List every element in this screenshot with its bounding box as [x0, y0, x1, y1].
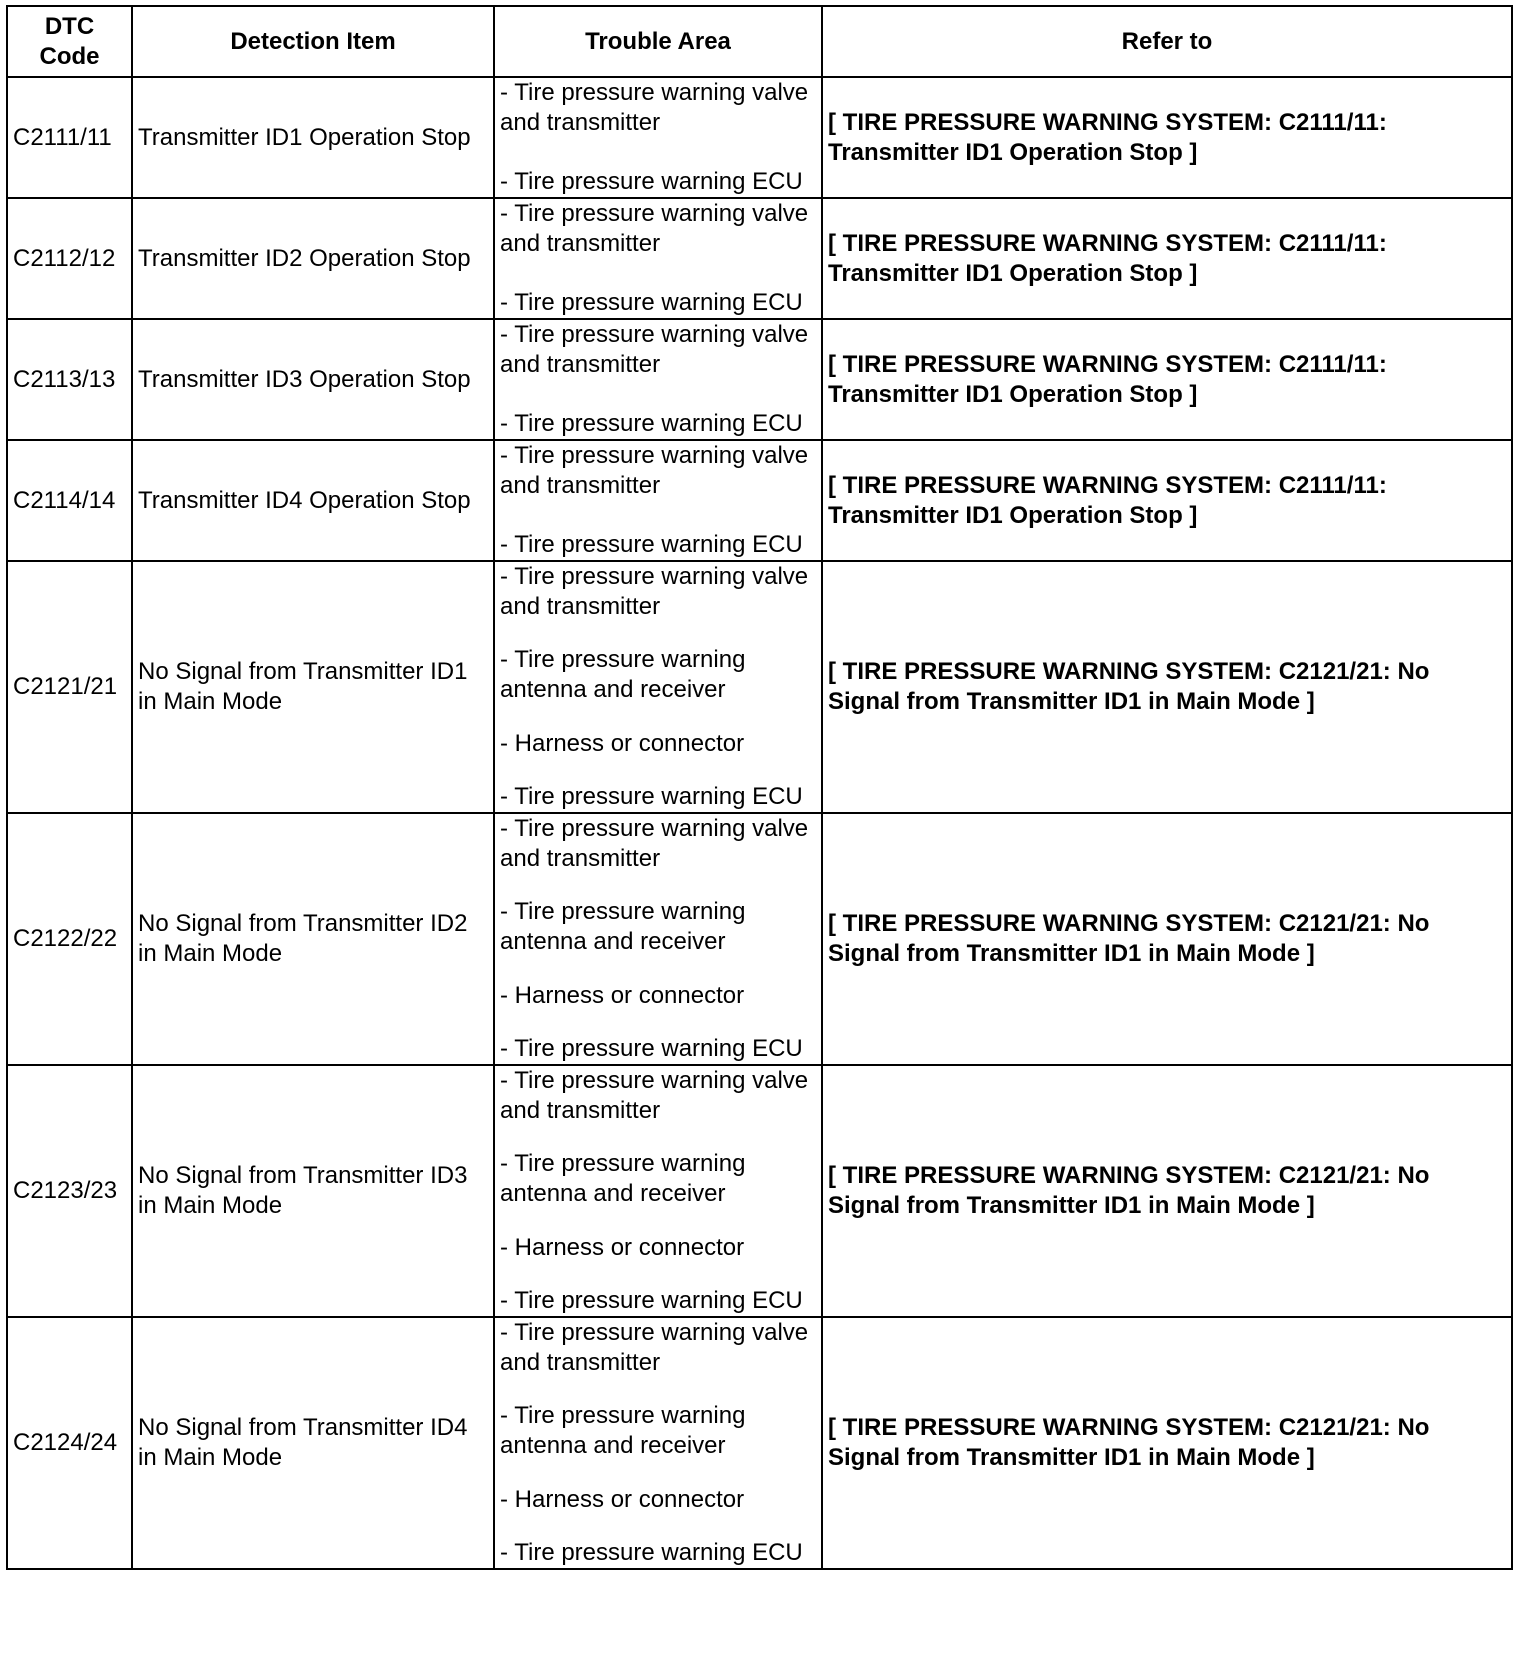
- trouble-area-cell: [494, 1065, 822, 1317]
- header-row: [7, 6, 1512, 77]
- table-row: [7, 561, 1512, 813]
- refer-to-cell: [ TIRE PRESSURE WARNING SYSTEM: C2121/21: No Signal from Transmitter ID1 in Main Mode ]: [822, 561, 1512, 813]
- refer-to-cell: [ TIRE PRESSURE WARNING SYSTEM: C2111/11: Transmitter ID1 Operation Stop ]: [822, 77, 1512, 198]
- trouble-area-entry: - Tire pressure warning valve and transmitter: [500, 563, 809, 620]
- trouble-area-cell: [494, 561, 822, 813]
- trouble-area-cell: [494, 813, 822, 1065]
- trouble-area-list: [500, 1066, 816, 1316]
- trouble-area-entry: - Tire pressure warning valve and transmitter: [500, 1067, 809, 1124]
- trouble-area-cell: [494, 319, 822, 440]
- dtc-code-cell: C2122/22: [7, 813, 132, 1065]
- table-row: [7, 813, 1512, 1065]
- detection-item-cell: Transmitter ID2 Operation Stop: [132, 198, 494, 319]
- header-refer-to: Refer to: [822, 6, 1512, 77]
- dtc-code-cell: C2113/13: [7, 319, 132, 440]
- trouble-area-list: [500, 78, 816, 197]
- trouble-area-list: [500, 199, 816, 318]
- refer-to-cell: [ TIRE PRESSURE WARNING SYSTEM: C2121/21: No Signal from Transmitter ID1 in Main Mode ]: [822, 1317, 1512, 1569]
- table-row: [7, 319, 1512, 440]
- dtc-code-cell: C2123/23: [7, 1065, 132, 1317]
- trouble-area-cell: [494, 1317, 822, 1569]
- trouble-area-entry: - Tire pressure warning valve and transmitter: [500, 200, 809, 257]
- trouble-area-entry: - Tire pressure warning ECU: [500, 782, 803, 810]
- table-row: [7, 440, 1512, 561]
- detection-item-cell: No Signal from Transmitter ID3 in Main Mode: [132, 1065, 494, 1317]
- trouble-area-entry: - Harness or connector: [500, 981, 745, 1009]
- table-row: [7, 1065, 1512, 1317]
- refer-to-cell: [ TIRE PRESSURE WARNING SYSTEM: C2111/11: Transmitter ID1 Operation Stop ]: [822, 319, 1512, 440]
- trouble-area-entry: - Tire pressure warning ECU: [500, 410, 803, 437]
- detection-item-cell: No Signal from Transmitter ID4 in Main Mode: [132, 1317, 494, 1569]
- header-detection-item: Detection Item: [132, 6, 494, 77]
- trouble-area-entry: - Harness or connector: [500, 1233, 745, 1261]
- trouble-area-entry: - Tire pressure warning ECU: [500, 1538, 803, 1566]
- dtc-table: [6, 5, 1513, 1570]
- table-row: [7, 1317, 1512, 1569]
- trouble-area-entry: - Tire pressure warning ECU: [500, 1034, 803, 1062]
- detection-item-cell: Transmitter ID3 Operation Stop: [132, 319, 494, 440]
- trouble-area-list: [500, 562, 816, 812]
- trouble-area-entry: - Tire pressure warning antenna and receiver: [500, 898, 746, 956]
- table-body: [7, 77, 1512, 1569]
- detection-item-cell: No Signal from Transmitter ID1 in Main Mode: [132, 561, 494, 813]
- trouble-area-entry: - Tire pressure warning valve and transmitter: [500, 442, 809, 499]
- dtc-code-cell: C2121/21: [7, 561, 132, 813]
- trouble-area-cell: [494, 77, 822, 198]
- refer-to-cell: [ TIRE PRESSURE WARNING SYSTEM: C2121/21: No Signal from Transmitter ID1 in Main Mode ]: [822, 813, 1512, 1065]
- refer-to-cell: [ TIRE PRESSURE WARNING SYSTEM: C2111/11: Transmitter ID1 Operation Stop ]: [822, 440, 1512, 561]
- trouble-area-entry: - Tire pressure warning antenna and receiver: [500, 646, 746, 704]
- table-row: [7, 77, 1512, 198]
- detection-item-cell: Transmitter ID4 Operation Stop: [132, 440, 494, 561]
- table-row: [7, 198, 1512, 319]
- trouble-area-entry: - Tire pressure warning antenna and receiver: [500, 1150, 746, 1208]
- trouble-area-cell: [494, 198, 822, 319]
- trouble-area-entry: - Tire pressure warning ECU: [500, 1286, 803, 1314]
- trouble-area-entry: - Harness or connector: [500, 729, 745, 757]
- trouble-area-entry: - Tire pressure warning valve and transmitter: [500, 321, 809, 378]
- trouble-area-list: [500, 814, 816, 1064]
- trouble-area-entry: - Tire pressure warning ECU: [500, 168, 803, 195]
- trouble-area-entry: - Tire pressure warning valve and transmitter: [500, 815, 809, 872]
- trouble-area-cell: [494, 440, 822, 561]
- trouble-area-entry: - Tire pressure warning valve and transmitter: [500, 79, 809, 136]
- dtc-code-cell: C2112/12: [7, 198, 132, 319]
- detection-item-cell: No Signal from Transmitter ID2 in Main Mode: [132, 813, 494, 1065]
- trouble-area-entry: - Harness or connector: [500, 1485, 745, 1513]
- trouble-area-list: [500, 1318, 816, 1568]
- trouble-area-list: [500, 320, 816, 439]
- header-trouble-area: Trouble Area: [494, 6, 822, 77]
- trouble-area-entry: - Tire pressure warning valve and transmitter: [500, 1319, 809, 1376]
- header-dtc-code: DTC Code: [7, 6, 132, 77]
- trouble-area-entry: - Tire pressure warning ECU: [500, 289, 803, 316]
- refer-to-cell: [ TIRE PRESSURE WARNING SYSTEM: C2121/21: No Signal from Transmitter ID1 in Main Mode ]: [822, 1065, 1512, 1317]
- table-header: [7, 6, 1512, 77]
- trouble-area-list: [500, 441, 816, 560]
- trouble-area-entry: - Tire pressure warning ECU: [500, 531, 803, 558]
- dtc-code-cell: C2114/14: [7, 440, 132, 561]
- dtc-code-cell: C2111/11: [7, 77, 132, 198]
- trouble-area-entry: - Tire pressure warning antenna and receiver: [500, 1402, 746, 1460]
- refer-to-cell: [ TIRE PRESSURE WARNING SYSTEM: C2111/11: Transmitter ID1 Operation Stop ]: [822, 198, 1512, 319]
- detection-item-cell: Transmitter ID1 Operation Stop: [132, 77, 494, 198]
- dtc-code-cell: C2124/24: [7, 1317, 132, 1569]
